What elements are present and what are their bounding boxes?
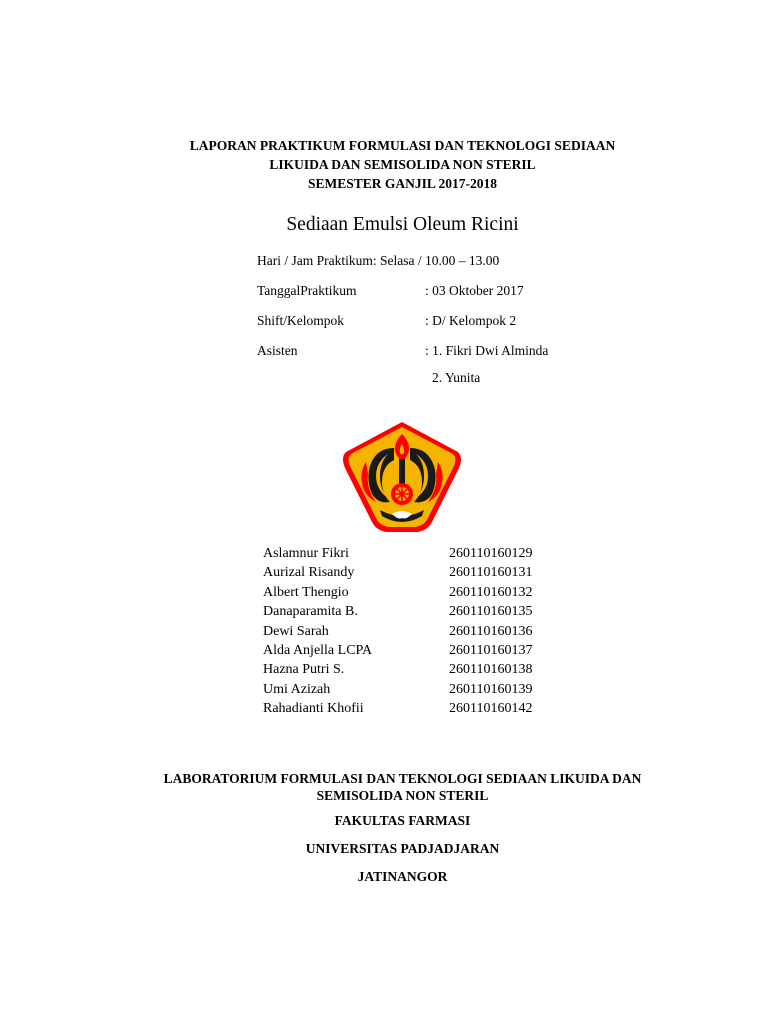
shift-value: : D/ Kelompok 2 bbox=[425, 313, 517, 328]
member-name: Aslamnur Fikri bbox=[263, 546, 349, 561]
faculty-name: FAKULTAS FARMASI bbox=[334, 813, 471, 828]
lab-line-1: LABORATORIUM FORMULASI DAN TEKNOLOGI SEDIAAN LIKUIDA DAN bbox=[163, 771, 642, 786]
asisten-1: : 1. Fikri Dwi Alminda bbox=[425, 343, 549, 358]
member-name: Aurizal Risandy bbox=[263, 565, 355, 581]
shift-label: Shift/Kelompok bbox=[257, 313, 344, 328]
header-line-3: SEMESTER GANJIL 2017-2018 bbox=[307, 176, 498, 191]
member-name: Danaparamita B. bbox=[263, 604, 358, 620]
member-row bbox=[263, 662, 533, 681]
info-hari-jam bbox=[257, 253, 499, 269]
hari-jam-text: Hari / Jam Praktikum: Selasa / 10.00 – 13.00 bbox=[257, 253, 500, 268]
report-header bbox=[0, 136, 768, 193]
member-id: 260110160136 bbox=[449, 623, 533, 639]
asisten-label: Asisten bbox=[257, 343, 298, 358]
info-tanggal bbox=[257, 283, 524, 299]
member-id: 260110160135 bbox=[449, 604, 533, 620]
member-row bbox=[263, 604, 533, 623]
member-name: Alda Anjella LCPA bbox=[263, 642, 373, 658]
member-name: Albert Thengio bbox=[263, 584, 349, 600]
tanggal-label: TanggalPraktikum bbox=[257, 283, 357, 298]
member-id: 260110160132 bbox=[449, 584, 533, 600]
header-line-2: LIKUIDA DAN SEMISOLIDA NON STERIL bbox=[269, 157, 536, 172]
member-id: 260110160139 bbox=[449, 681, 533, 697]
info-asisten bbox=[257, 343, 549, 359]
member-name: Hazna Putri S. bbox=[263, 662, 345, 678]
header-line-1: LAPORAN PRAKTIKUM FORMULASI DAN TEKNOLOGI SEDIAAN bbox=[189, 138, 616, 153]
unpad-seal-icon bbox=[340, 418, 464, 536]
member-row bbox=[263, 584, 533, 604]
tanggal-value: : 03 Oktober 2017 bbox=[425, 283, 524, 298]
document-title: Sediaan Emulsi Oleum Ricini bbox=[286, 214, 519, 235]
university-name: UNIVERSITAS PADJADJARAN bbox=[305, 841, 500, 856]
member-row bbox=[263, 681, 533, 701]
asisten-2: 2. Yunita bbox=[432, 370, 481, 385]
member-id: 260110160137 bbox=[449, 642, 533, 658]
member-id: 260110160129 bbox=[449, 546, 533, 561]
footer-lab bbox=[0, 770, 768, 804]
member-id: 260110160131 bbox=[449, 565, 533, 581]
member-name: Dewi Sarah bbox=[263, 623, 329, 639]
info-shift bbox=[257, 313, 517, 329]
member-name: Umi Azizah bbox=[263, 681, 331, 697]
member-row bbox=[263, 565, 533, 584]
member-row bbox=[263, 642, 533, 662]
city-name: JATINANGOR bbox=[357, 869, 448, 884]
member-id: 260110160142 bbox=[449, 701, 533, 717]
member-id: 260110160138 bbox=[449, 662, 533, 678]
member-row bbox=[263, 546, 533, 565]
member-row bbox=[263, 701, 533, 720]
member-row bbox=[263, 623, 533, 643]
member-name: Rahadianti Khofii bbox=[263, 701, 364, 717]
member-list bbox=[263, 546, 533, 721]
lab-line-2: SEMISOLIDA NON STERIL bbox=[316, 788, 489, 803]
